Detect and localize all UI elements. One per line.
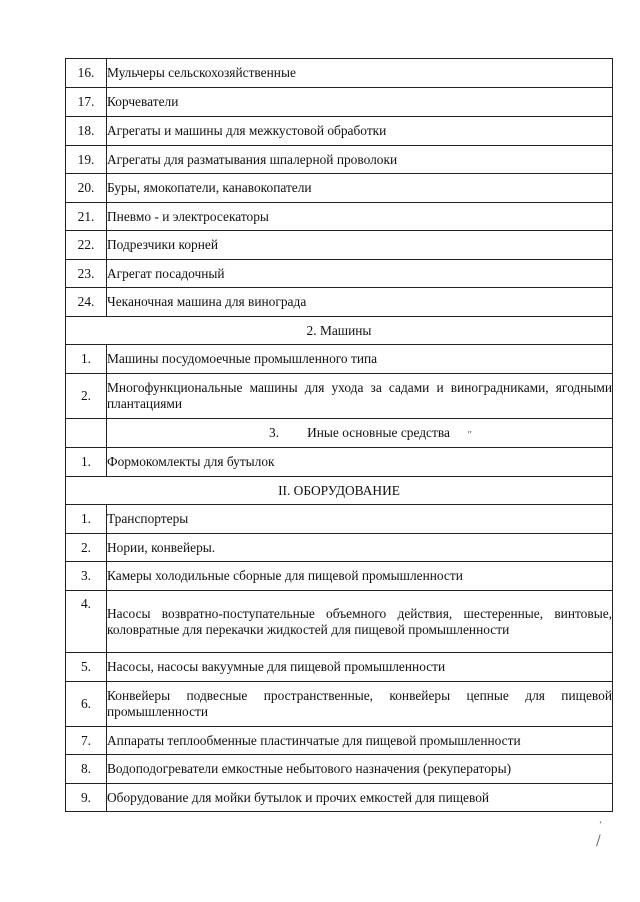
scan-speck: ‘ <box>599 820 603 831</box>
row-number-empty <box>66 419 107 448</box>
section-row <box>66 477 613 505</box>
row-text: Аппараты теплообменные пластинчатые для пищевой промышленности <box>107 727 613 755</box>
row-text: Оборудование для мойки бутылок и прочих емкостей для пищевой <box>107 784 613 812</box>
row-text: Агрегаты для разматывания шпалерной проволоки <box>107 146 613 174</box>
row-text: Буры, ямокопатели, канавокопатели <box>107 174 613 203</box>
row-text: Водоподогреватели емкостные небытового назначения (рекуператоры) <box>107 755 613 784</box>
row-number: 9. <box>66 784 107 812</box>
row-number: 1. <box>66 345 107 374</box>
section-heading: 2. Машины <box>66 317 613 345</box>
subsection-row <box>66 419 613 448</box>
row-text: Транспортеры <box>107 505 613 534</box>
subsection-heading <box>107 419 613 448</box>
table-row <box>66 534 613 562</box>
row-number: 22. <box>66 231 107 260</box>
row-number: 18. <box>66 117 107 146</box>
table-row <box>66 203 613 231</box>
table-row <box>66 562 613 591</box>
table-row <box>66 117 613 146</box>
row-number: 2. <box>66 374 107 419</box>
row-text: Подрезчики корней <box>107 231 613 260</box>
row-number: 1. <box>66 448 107 477</box>
row-number: 7. <box>66 727 107 755</box>
row-text: Насосы возвратно-поступательные объемного действия, шестеренные, винтовые, коловратные для перекачки жидкостей для пищевой промышленности <box>107 591 613 653</box>
row-number: 20. <box>66 174 107 203</box>
row-text: Машины посудомоечные промышленного типа <box>107 345 613 374</box>
row-number: 1. <box>66 505 107 534</box>
table-row <box>66 448 613 477</box>
row-number: 5. <box>66 653 107 682</box>
row-number: 19. <box>66 146 107 174</box>
table-row <box>66 727 613 755</box>
table-row <box>66 88 613 117</box>
table-row <box>66 59 613 88</box>
row-text: Корчеватели <box>107 88 613 117</box>
row-number: 17. <box>66 88 107 117</box>
table-row <box>66 146 613 174</box>
subsection-number: 3. <box>269 425 280 440</box>
row-text: Чеканочная машина для винограда <box>107 288 613 317</box>
table-row <box>66 755 613 784</box>
row-text: Пневмо - и электросекаторы <box>107 203 613 231</box>
scan-speck: / <box>596 833 601 849</box>
table-row <box>66 591 613 653</box>
row-text: Многофункциональные машины для ухода за садами и виноградниками, ягодными плантациями <box>107 374 613 419</box>
equipment-table <box>65 58 613 812</box>
table-row <box>66 505 613 534</box>
table-row <box>66 682 613 727</box>
table-row <box>66 231 613 260</box>
table-row <box>66 174 613 203</box>
row-text: Конвейеры подвесные пространственные, конвейеры цепные для пищевой промышленности <box>107 682 613 727</box>
subsection-title: Иные основные средства <box>307 425 450 440</box>
row-number: 6. <box>66 682 107 727</box>
row-text: Формокомлекты для бутылок <box>107 448 613 477</box>
scan-speck: ” <box>467 430 473 441</box>
table-row <box>66 653 613 682</box>
table-row <box>66 784 613 812</box>
table-row <box>66 345 613 374</box>
section-row <box>66 317 613 345</box>
row-text: Мульчеры сельскохозяйственные <box>107 59 613 88</box>
row-number: 24. <box>66 288 107 317</box>
table-row <box>66 288 613 317</box>
row-number: 23. <box>66 260 107 288</box>
row-text: Нории, конвейеры. <box>107 534 613 562</box>
table-row <box>66 374 613 419</box>
row-number: 16. <box>66 59 107 88</box>
row-number: 21. <box>66 203 107 231</box>
row-number: 8. <box>66 755 107 784</box>
row-text: Камеры холодильные сборные для пищевой промышленности <box>107 562 613 591</box>
row-number: 3. <box>66 562 107 591</box>
row-text: Насосы, насосы вакуумные для пищевой промышленности <box>107 653 613 682</box>
section-heading: II. ОБОРУДОВАНИЕ <box>66 477 613 505</box>
table-row <box>66 260 613 288</box>
row-number: 4. <box>66 591 107 653</box>
row-text: Агрегат посадочный <box>107 260 613 288</box>
row-number: 2. <box>66 534 107 562</box>
row-text: Агрегаты и машины для межкустовой обработки <box>107 117 613 146</box>
